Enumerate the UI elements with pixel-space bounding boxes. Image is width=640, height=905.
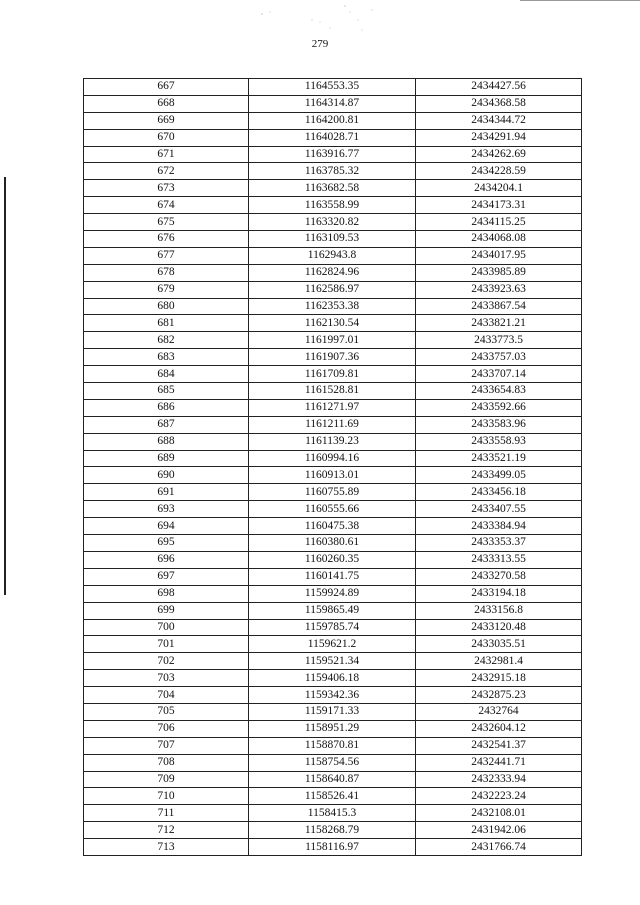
table-row (84, 551, 582, 568)
x-coordinate-cell: 1159406.18 (249, 670, 416, 687)
table-row (84, 180, 582, 197)
y-coordinate-cell: 2434427.56 (416, 79, 582, 96)
page-number: 279 (311, 38, 329, 50)
x-coordinate-cell: 1159865.49 (249, 602, 416, 619)
table-row (84, 720, 582, 737)
table-row (84, 501, 582, 518)
point-number-cell: 674 (84, 197, 249, 214)
y-coordinate-cell: 2434115.25 (416, 214, 582, 231)
y-coordinate-cell: 2433923.63 (416, 281, 582, 298)
y-coordinate-cell: 2434291.94 (416, 129, 582, 146)
point-number-cell: 707 (84, 737, 249, 754)
x-coordinate-cell: 1161997.01 (249, 332, 416, 349)
x-coordinate-cell: 1160260.35 (249, 551, 416, 568)
y-coordinate-cell: 2433583.96 (416, 416, 582, 433)
table-row (84, 619, 582, 636)
point-number-cell: 667 (84, 79, 249, 96)
point-number-cell: 685 (84, 383, 249, 400)
y-coordinate-cell: 2434368.58 (416, 95, 582, 112)
point-number-cell: 682 (84, 332, 249, 349)
x-coordinate-cell: 1158526.41 (249, 788, 416, 805)
x-coordinate-cell: 1164028.71 (249, 129, 416, 146)
point-number-cell: 697 (84, 568, 249, 585)
table-row (84, 450, 582, 467)
point-number-cell: 686 (84, 399, 249, 416)
point-number-cell: 678 (84, 264, 249, 281)
point-number-cell: 709 (84, 771, 249, 788)
x-coordinate-cell: 1161709.81 (249, 366, 416, 383)
table-row (84, 332, 582, 349)
x-coordinate-cell: 1162353.38 (249, 298, 416, 315)
point-number-cell: 680 (84, 298, 249, 315)
left-margin-bar (4, 177, 6, 595)
x-coordinate-cell: 1160755.89 (249, 484, 416, 501)
table-row (84, 95, 582, 112)
y-coordinate-cell: 2433270.58 (416, 568, 582, 585)
table-row (84, 805, 582, 822)
x-coordinate-cell: 1159924.89 (249, 585, 416, 602)
point-number-cell: 689 (84, 450, 249, 467)
point-number-cell: 710 (84, 788, 249, 805)
table-row (84, 416, 582, 433)
y-coordinate-cell: 2433384.94 (416, 518, 582, 535)
point-number-cell: 683 (84, 349, 249, 366)
point-number-cell: 670 (84, 129, 249, 146)
x-coordinate-cell: 1158268.79 (249, 822, 416, 839)
point-number-cell: 702 (84, 653, 249, 670)
table-row (84, 349, 582, 366)
point-number-cell: 695 (84, 535, 249, 552)
x-coordinate-cell: 1164553.35 (249, 79, 416, 96)
x-coordinate-cell: 1160994.16 (249, 450, 416, 467)
scan-specks (250, 0, 390, 40)
y-coordinate-cell: 2433821.21 (416, 315, 582, 332)
y-coordinate-cell: 2431942.06 (416, 822, 582, 839)
point-number-cell: 706 (84, 720, 249, 737)
y-coordinate-cell: 2432541.37 (416, 737, 582, 754)
table-row (84, 535, 582, 552)
point-number-cell: 704 (84, 687, 249, 704)
y-coordinate-cell: 2433194.18 (416, 585, 582, 602)
table-row (84, 568, 582, 585)
table-row (84, 399, 582, 416)
table-row (84, 315, 582, 332)
x-coordinate-cell: 1158951.29 (249, 720, 416, 737)
x-coordinate-cell: 1164200.81 (249, 112, 416, 129)
table-row (84, 602, 582, 619)
x-coordinate-cell: 1162586.97 (249, 281, 416, 298)
table-row (84, 163, 582, 180)
table-row (84, 383, 582, 400)
y-coordinate-cell: 2432223.24 (416, 788, 582, 805)
point-number-cell: 671 (84, 146, 249, 163)
table-row (84, 788, 582, 805)
x-coordinate-cell: 1163785.32 (249, 163, 416, 180)
x-coordinate-cell: 1162824.96 (249, 264, 416, 281)
table-row (84, 687, 582, 704)
table-row (84, 247, 582, 264)
table-row (84, 298, 582, 315)
table-row (84, 281, 582, 298)
point-number-cell: 675 (84, 214, 249, 231)
x-coordinate-cell: 1158640.87 (249, 771, 416, 788)
table-row (84, 585, 582, 602)
table-row (84, 264, 582, 281)
table-row (84, 467, 582, 484)
x-coordinate-cell: 1163109.53 (249, 231, 416, 248)
x-coordinate-cell: 1161211.69 (249, 416, 416, 433)
point-number-cell: 690 (84, 467, 249, 484)
x-coordinate-cell: 1163320.82 (249, 214, 416, 231)
y-coordinate-cell: 2432604.12 (416, 720, 582, 737)
table-row (84, 112, 582, 129)
point-number-cell: 691 (84, 484, 249, 501)
table-row (84, 703, 582, 720)
x-coordinate-cell: 1163558.99 (249, 197, 416, 214)
table-row (84, 197, 582, 214)
y-coordinate-cell: 2433707.14 (416, 366, 582, 383)
x-coordinate-cell: 1163916.77 (249, 146, 416, 163)
table-row (84, 129, 582, 146)
y-coordinate-cell: 2434068.08 (416, 231, 582, 248)
y-coordinate-cell: 2432981.4 (416, 653, 582, 670)
y-coordinate-cell: 2433456.18 (416, 484, 582, 501)
x-coordinate-cell: 1161139.23 (249, 433, 416, 450)
x-coordinate-cell: 1158415.3 (249, 805, 416, 822)
y-coordinate-cell: 2434017.95 (416, 247, 582, 264)
x-coordinate-cell: 1161907.36 (249, 349, 416, 366)
x-coordinate-cell: 1160141.75 (249, 568, 416, 585)
y-coordinate-cell: 2433353.37 (416, 535, 582, 552)
table-row (84, 771, 582, 788)
x-coordinate-cell: 1161271.97 (249, 399, 416, 416)
y-coordinate-cell: 2433867.54 (416, 298, 582, 315)
point-number-cell: 708 (84, 754, 249, 771)
coordinates-table-body (84, 79, 582, 856)
top-edge-rule (520, 0, 640, 1)
point-number-cell: 713 (84, 839, 249, 856)
x-coordinate-cell: 1160913.01 (249, 467, 416, 484)
x-coordinate-cell: 1162943.8 (249, 247, 416, 264)
y-coordinate-cell: 2433156.8 (416, 602, 582, 619)
table-row (84, 484, 582, 501)
point-number-cell: 703 (84, 670, 249, 687)
y-coordinate-cell: 2432915.18 (416, 670, 582, 687)
y-coordinate-cell: 2433757.03 (416, 349, 582, 366)
point-number-cell: 673 (84, 180, 249, 197)
table-row (84, 231, 582, 248)
point-number-cell: 684 (84, 366, 249, 383)
y-coordinate-cell: 2431766.74 (416, 839, 582, 856)
table-row (84, 518, 582, 535)
y-coordinate-cell: 2433773.5 (416, 332, 582, 349)
x-coordinate-cell: 1162130.54 (249, 315, 416, 332)
point-number-cell: 712 (84, 822, 249, 839)
y-coordinate-cell: 2434344.72 (416, 112, 582, 129)
point-number-cell: 701 (84, 636, 249, 653)
x-coordinate-cell: 1159521.34 (249, 653, 416, 670)
point-number-cell: 677 (84, 247, 249, 264)
point-number-cell: 668 (84, 95, 249, 112)
point-number-cell: 688 (84, 433, 249, 450)
x-coordinate-cell: 1160555.66 (249, 501, 416, 518)
table-row (84, 636, 582, 653)
x-coordinate-cell: 1158116.97 (249, 839, 416, 856)
y-coordinate-cell: 2433592.66 (416, 399, 582, 416)
y-coordinate-cell: 2432108.01 (416, 805, 582, 822)
x-coordinate-cell: 1158870.81 (249, 737, 416, 754)
x-coordinate-cell: 1164314.87 (249, 95, 416, 112)
x-coordinate-cell: 1160475.38 (249, 518, 416, 535)
y-coordinate-cell: 2433120.48 (416, 619, 582, 636)
x-coordinate-cell: 1160380.61 (249, 535, 416, 552)
y-coordinate-cell: 2433407.55 (416, 501, 582, 518)
table-row (84, 822, 582, 839)
y-coordinate-cell: 2433654.83 (416, 383, 582, 400)
y-coordinate-cell: 2433985.89 (416, 264, 582, 281)
point-number-cell: 694 (84, 518, 249, 535)
y-coordinate-cell: 2432875.23 (416, 687, 582, 704)
y-coordinate-cell: 2433521.19 (416, 450, 582, 467)
point-number-cell: 679 (84, 281, 249, 298)
coordinates-table (83, 78, 582, 856)
x-coordinate-cell: 1159785.74 (249, 619, 416, 636)
y-coordinate-cell: 2434228.59 (416, 163, 582, 180)
table-row (84, 366, 582, 383)
table-row (84, 433, 582, 450)
y-coordinate-cell: 2433558.93 (416, 433, 582, 450)
table-row (84, 670, 582, 687)
point-number-cell: 693 (84, 501, 249, 518)
point-number-cell: 676 (84, 231, 249, 248)
y-coordinate-cell: 2433035.51 (416, 636, 582, 653)
y-coordinate-cell: 2432764 (416, 703, 582, 720)
y-coordinate-cell: 2433499.05 (416, 467, 582, 484)
point-number-cell: 669 (84, 112, 249, 129)
point-number-cell: 687 (84, 416, 249, 433)
point-number-cell: 696 (84, 551, 249, 568)
y-coordinate-cell: 2434204.1 (416, 180, 582, 197)
x-coordinate-cell: 1159342.36 (249, 687, 416, 704)
y-coordinate-cell: 2434262.69 (416, 146, 582, 163)
table-row (84, 214, 582, 231)
table-row (84, 754, 582, 771)
y-coordinate-cell: 2433313.55 (416, 551, 582, 568)
x-coordinate-cell: 1161528.81 (249, 383, 416, 400)
table-row (84, 737, 582, 754)
point-number-cell: 698 (84, 585, 249, 602)
point-number-cell: 699 (84, 602, 249, 619)
table-row (84, 839, 582, 856)
y-coordinate-cell: 2432441.71 (416, 754, 582, 771)
table-row (84, 146, 582, 163)
x-coordinate-cell: 1163682.58 (249, 180, 416, 197)
point-number-cell: 705 (84, 703, 249, 720)
point-number-cell: 681 (84, 315, 249, 332)
point-number-cell: 672 (84, 163, 249, 180)
x-coordinate-cell: 1159621.2 (249, 636, 416, 653)
y-coordinate-cell: 2434173.31 (416, 197, 582, 214)
table-row (84, 79, 582, 96)
point-number-cell: 711 (84, 805, 249, 822)
x-coordinate-cell: 1159171.33 (249, 703, 416, 720)
y-coordinate-cell: 2432333.94 (416, 771, 582, 788)
point-number-cell: 700 (84, 619, 249, 636)
x-coordinate-cell: 1158754.56 (249, 754, 416, 771)
table-row (84, 653, 582, 670)
